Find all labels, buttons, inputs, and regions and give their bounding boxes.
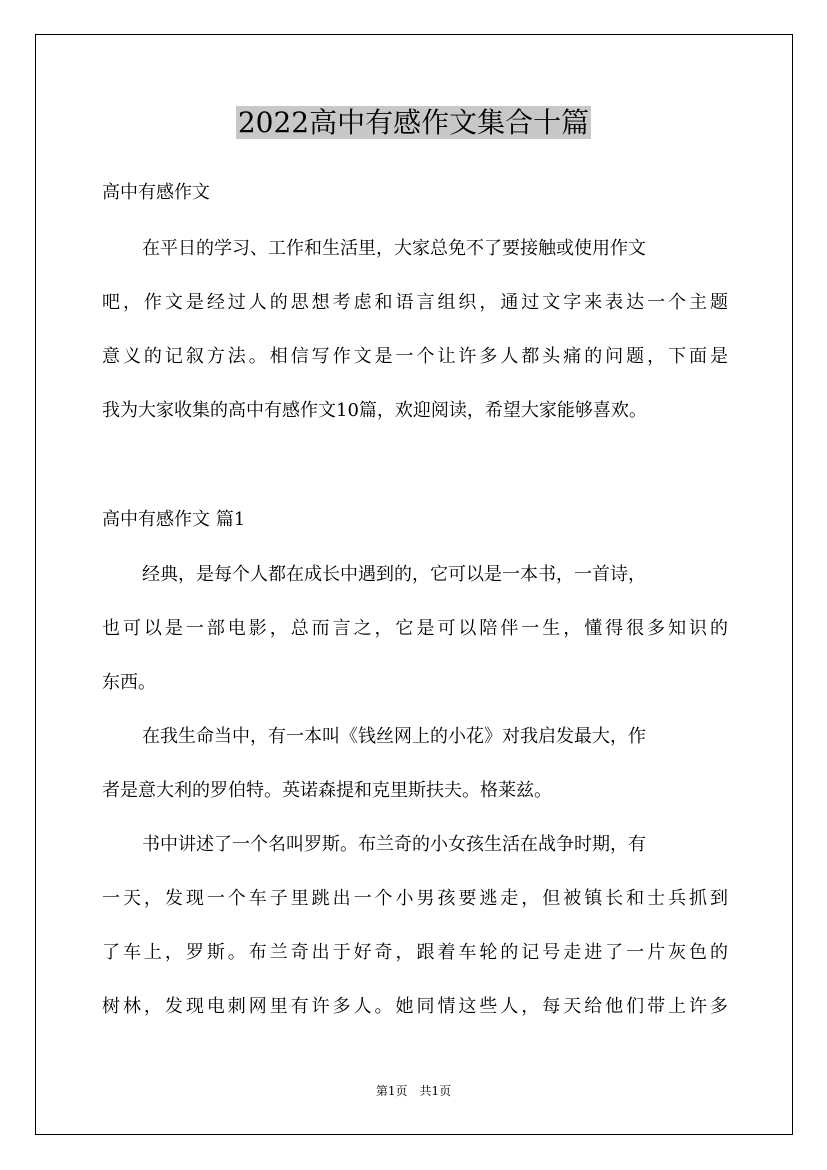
section-heading: 高中有感作文 bbox=[102, 182, 210, 203]
paragraph-line: 意义的记叙方法。相信写作文是一个让许多人都头痛的问题，下面是 bbox=[102, 346, 728, 367]
paragraph-line: 在我生命当中，有一本叫《钱丝网上的小花》对我启发最大，作 bbox=[142, 726, 646, 747]
paragraph-line: 我为大家收集的高中有感作文10篇，欢迎阅读，希望大家能够喜欢。 bbox=[102, 400, 647, 421]
document-title-text: 2022高中有感作文集合十篇 bbox=[237, 106, 590, 139]
paragraph-line: 树林，发现电刺网里有许多人。她同情这些人，每天给他们带上许多 bbox=[102, 996, 728, 1017]
paragraph-line: 了车上，罗斯。布兰奇出于好奇，跟着车轮的记号走进了一片灰色的 bbox=[102, 942, 728, 963]
paragraph-line: 者是意大利的罗伯特。英诺森提和克里斯扶夫。格莱兹。 bbox=[102, 780, 552, 801]
section-heading: 高中有感作文 篇1 bbox=[102, 509, 246, 530]
paragraph-line: 在平日的学习、工作和生活里，大家总免不了要接触或使用作文 bbox=[142, 238, 646, 259]
paragraph-line: 也可以是一部电影，总而言之，它是可以陪伴一生，懂得很多知识的 bbox=[102, 618, 728, 639]
paragraph-line: 一天，发现一个车子里跳出一个小男孩要逃走，但被镇长和士兵抓到 bbox=[102, 888, 728, 909]
paragraph-line: 吧，作文是经过人的思想考虑和语言组织，通过文字来表达一个主题 bbox=[102, 292, 728, 313]
paragraph-line: 东西。 bbox=[102, 672, 156, 693]
paragraph-line: 书中讲述了一个名叫罗斯。布兰奇的小女孩生活在战争时期，有 bbox=[142, 834, 646, 855]
document-title bbox=[0, 101, 827, 145]
paragraph-line: 经典，是每个人都在成长中遇到的，它可以是一本书，一首诗， bbox=[142, 564, 646, 585]
page-footer: 第1页 共1页 bbox=[375, 1084, 452, 1098]
